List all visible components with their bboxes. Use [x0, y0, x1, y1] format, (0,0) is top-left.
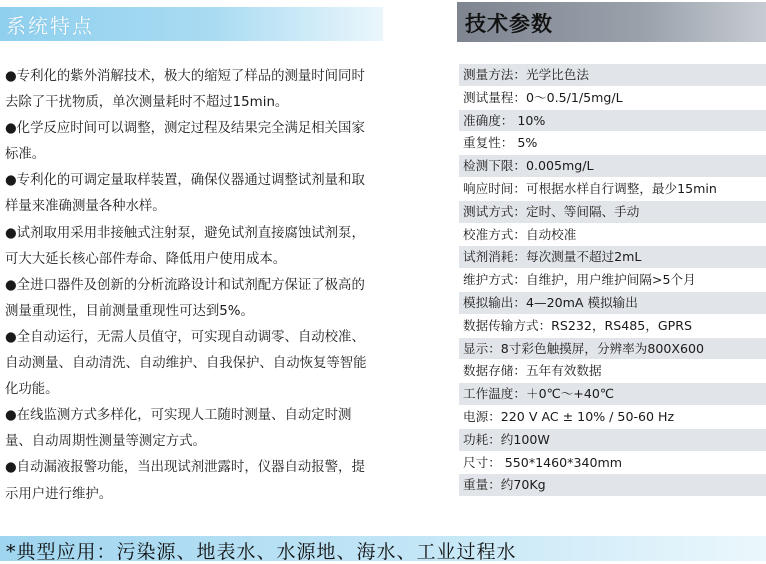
specs-table — [459, 64, 766, 497]
feature-item: ●自动漏液报警功能，当出现试剂泄露时，仪器自动报警，提示用户进行维护。 — [5, 460, 365, 502]
features-header-banner — [0, 7, 383, 41]
spec-row: 重复性： 5% — [459, 132, 766, 155]
spec-row: 响应时间：可根据水样自行调整，最少15min — [459, 178, 766, 201]
spec-row: 维护方式：自维护，用户维护间隔>5个月 — [459, 269, 766, 292]
spec-row: 重量：约70Kg — [459, 474, 766, 497]
spec-row: 测试量程：0～0.5/1/5mg/L — [459, 87, 766, 110]
feature-item: ●全进口器件及创新的分析流路设计和试剂配方保证了极高的测量重现性，目前测量重现性可达到5%。 — [5, 277, 365, 319]
feature-item: ●全自动运行，无需人员值守，可实现自动调零、自动校准、自动测量、自动清洗、自动维护、自我保护、自动恢复等智能化功能。 — [5, 329, 367, 398]
feature-item: ●试剂取用采用非接触式注射泵，避免试剂直接腐蚀试剂泵，可大大延长核心部件寿命、降低用户使用成本。 — [5, 225, 365, 267]
spec-row: 数据传输方式：RS232，RS485，GPRS — [459, 315, 766, 338]
spec-row: 试剂消耗：每次测量不超过2mL — [459, 246, 766, 269]
spec-row: 工作温度：＋0℃～+40℃ — [459, 383, 766, 406]
applications-text: *典型应用：污染源、地表水、水源地、海水、工业过程水 — [6, 541, 517, 563]
feature-item: ●专利化的可调定量取样装置，确保仪器通过调整试剂量和取样量来准确测量各种水样。 — [5, 173, 365, 215]
spec-row: 测量方法：光学比色法 — [459, 64, 766, 87]
spec-row: 校准方式：自动校准 — [459, 224, 766, 247]
specs-header-banner — [457, 2, 766, 42]
spec-row: 测试方式：定时、等间隔、手动 — [459, 201, 766, 224]
applications-banner — [0, 536, 766, 561]
spec-row: 检测下限：0.005mg/L — [459, 155, 766, 178]
spec-row: 数据存储：五年有效数据 — [459, 360, 766, 383]
features-title: 系统特点 — [6, 14, 94, 38]
spec-row: 准确度： 10% — [459, 110, 766, 133]
features-list — [5, 64, 377, 508]
spec-row: 尺寸： 550*1460*340mm — [459, 452, 766, 475]
spec-row: 功耗：约100W — [459, 429, 766, 452]
feature-item: ●专利化的紫外消解技术，极大的缩短了样品的测量时间同时去除了干扰物质，单次测量耗时不超过15min。 — [5, 69, 365, 111]
spec-row: 模拟输出：4—20mA 模拟输出 — [459, 292, 766, 315]
specs-title: 技术参数 — [465, 12, 553, 36]
spec-row: 电源：220 V AC ± 10% / 50-60 Hz — [459, 406, 766, 429]
feature-item: ●在线监测方式多样化，可实现人工随时测量、自动定时测量、自动周期性测量等测定方式。 — [5, 408, 352, 450]
feature-item: ●化学反应时间可以调整，测定过程及结果完全满足相关国家标准。 — [5, 121, 365, 163]
spec-row: 显示：8寸彩色触摸屏，分辨率为800X600 — [459, 338, 766, 361]
